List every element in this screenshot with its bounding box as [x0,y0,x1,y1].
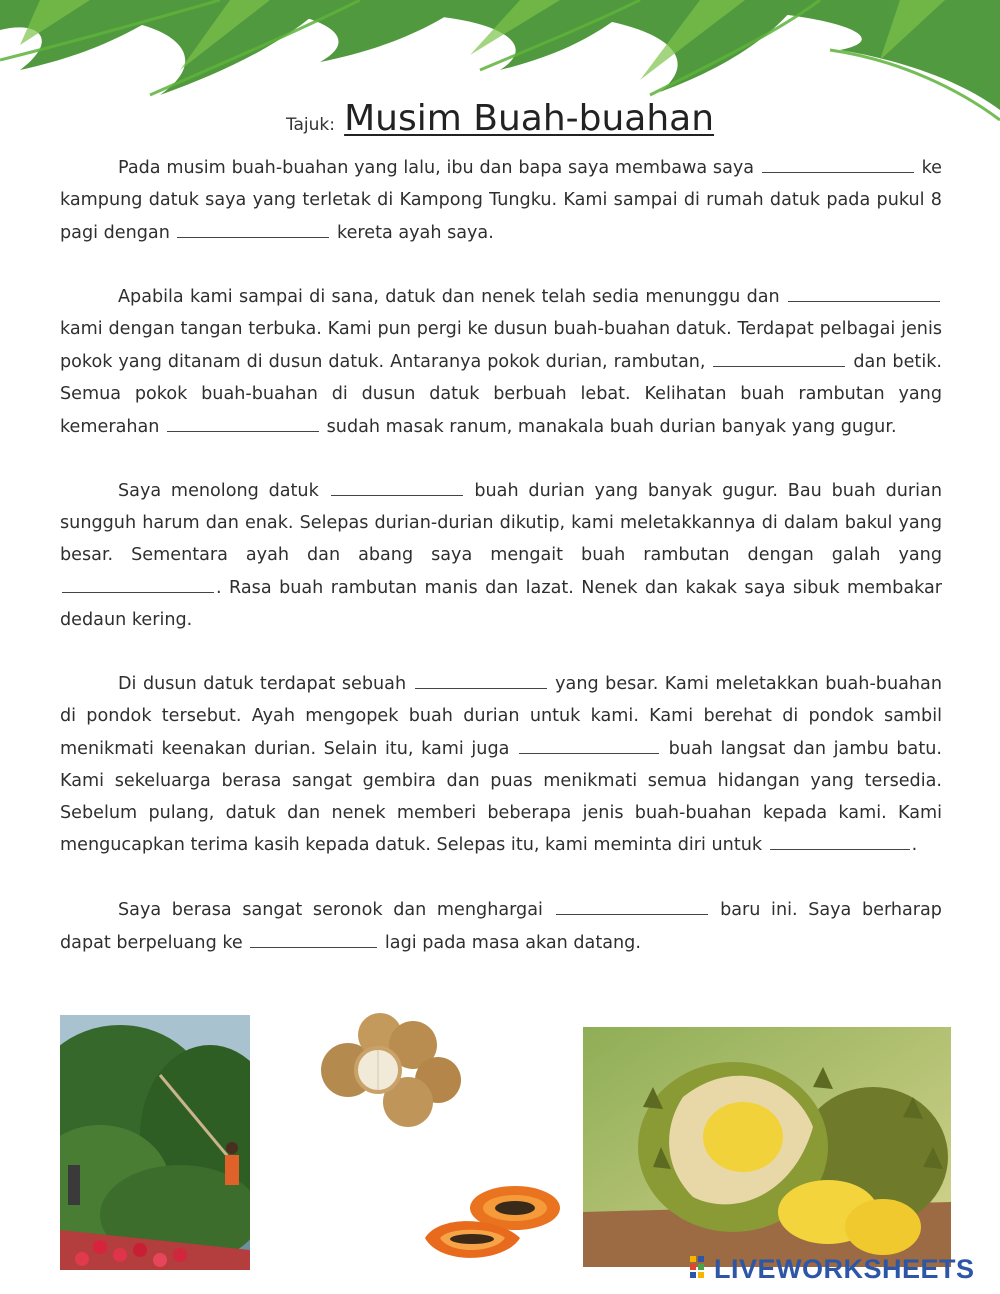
liveworksheets-logo [690,1253,990,1285]
title-row [0,98,1000,139]
paragraph-4 [60,668,942,862]
durian-photo [583,1027,951,1267]
papaya-photo [420,1178,560,1266]
blank-field-6[interactable] [331,475,463,496]
paragraph-3 [60,475,942,636]
paragraph-text: sudah masak ranum, manakala buah durian banyak yang gugur. [321,416,897,437]
blank-field-7[interactable] [62,572,214,593]
paragraph-text: kami dengan tangan terbuka. Kami pun pergi ke dusun buah-buahan datuk. Terdapat pelbagai jenis pokok yang ditanam di dusun datuk. Antaranya pokok durian, rambutan, [60,319,942,372]
paragraph-2 [60,281,942,443]
paragraph-text: dan betik. Semua pokok buah-buahan di dusun datuk berbuah lebat. Kelihatan buah rambutan yang kemerahan [60,351,942,437]
paragraph-text: kereta ayah saya. [331,222,494,243]
paragraph-text: . [911,835,918,856]
blank-field-11[interactable] [556,894,708,915]
paragraph-text: Di dusun datuk terdapat sebuah [118,674,413,695]
paragraph-text: Saya berasa sangat seronok dan menghargai [118,900,554,921]
blank-field-1[interactable] [762,152,914,173]
blank-field-9[interactable] [519,733,659,754]
paragraph-text: Apabila kami sampai di sana, datuk dan nenek telah sedia menunggu dan [118,287,786,308]
page-title: Musim Buah-buahan [344,98,715,139]
paragraph-text: Pada musim buah-buahan yang lalu, ibu dan bapa saya membawa saya [118,158,760,178]
blank-field-4[interactable] [713,346,845,367]
blank-field-10[interactable] [770,829,910,850]
liveworksheets-mark-icon [690,1256,712,1282]
blank-field-2[interactable] [177,217,329,238]
logo-text: LIVEWORKSHEETS [714,1253,975,1284]
paragraph-text: buah durian yang banyak gugur. Bau buah durian sungguh harum dan enak. Selepas durian-durian dikutip, kami meletakkannya di dalam bakul yang besar. Sementara ayah dan abang saya mengait buah rambutan dengan galah yang [60,481,942,565]
blank-field-8[interactable] [415,668,547,689]
paragraph-text: lagi pada masa akan datang. [379,932,641,953]
paragraph-text: yang besar. Kami meletakkan buah-buahan di pondok tersebut. Ayah mengopek buah durian untuk kami. Kami berehat di pondok sambil menikmati keenakan durian. Selain itu, kami juga [60,674,942,759]
story-body [60,152,942,992]
paragraph-5 [60,894,942,960]
paragraph-text: baru ini. Saya berharap dapat berpeluang ke [60,900,942,953]
paragraph-1 [60,152,942,249]
paragraph-text: . Rasa buah rambutan manis dan lazat. Nenek dan kakak saya sibuk membakar dedaun kering. [60,577,942,630]
blank-field-12[interactable] [250,927,377,948]
title-prefix: Tajuk: [285,115,335,135]
paragraph-text: ke kampung datuk saya yang terletak di Kampong Tungku. Kami sampai di rumah datuk pada pukul 8 pagi dengan [60,158,943,243]
blank-field-3[interactable] [788,281,940,302]
blank-field-5[interactable] [167,411,319,432]
langsat-photo [318,1010,468,1132]
paragraph-text: Saya menolong datuk [118,481,329,502]
paragraph-text: buah langsat dan jambu batu. Kami sekeluarga berasa sangat gembira dan puas menikmati semua hidangan yang tersedia. Sebelum pulang, datuk dan nenek memberi beberapa jenis buah-buahan kepada kami. Kami mengucapkan terima kasih kepada datuk. Selepas itu, kami meminta diri untuk [60,738,942,856]
rambutan-harvest-photo [60,1015,250,1270]
